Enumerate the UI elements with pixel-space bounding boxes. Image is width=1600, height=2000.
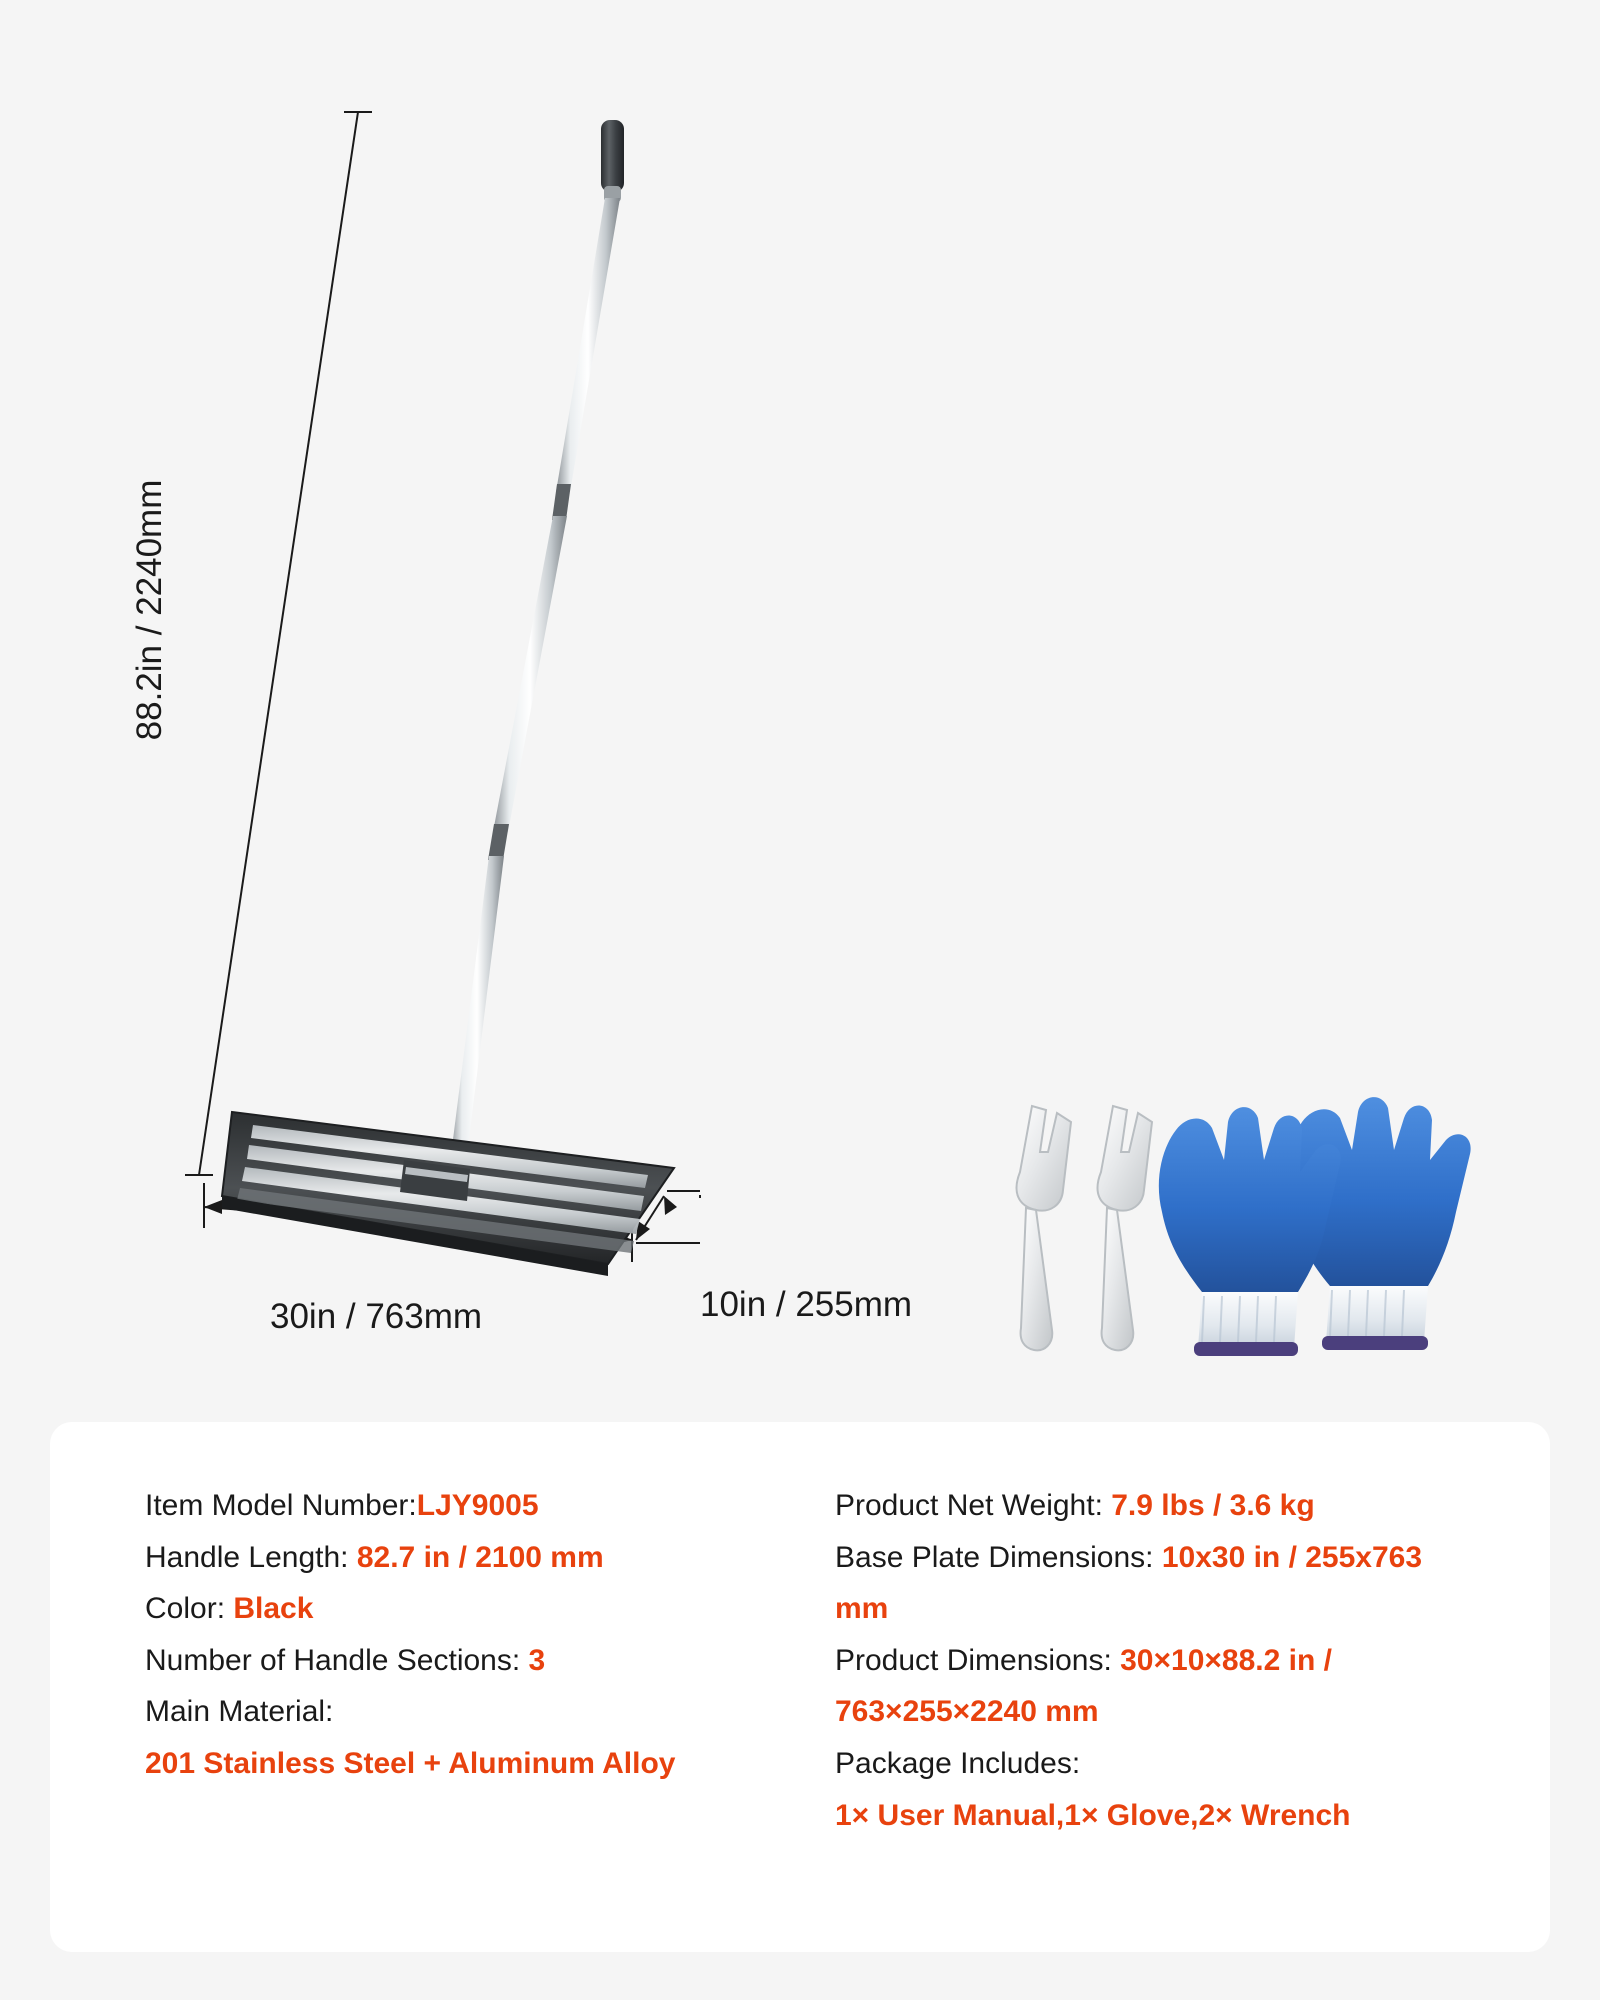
wrench-icon (1017, 1106, 1071, 1350)
spec-key: Product Net Weight: (835, 1489, 1112, 1522)
spec-key: Base Plate Dimensions: (835, 1540, 1162, 1574)
handle-lower-section (450, 856, 504, 1163)
spec-row (145, 1635, 785, 1687)
spec-row (145, 1686, 785, 1789)
spec-value: 82.7 in / 2100 mm (356, 1540, 604, 1574)
specifications-column-right (835, 1480, 1475, 1841)
spec-row (835, 1738, 1475, 1841)
spec-key: Handle Length: (145, 1540, 357, 1574)
specifications-grid (145, 1480, 1475, 1841)
spec-key: Product Dimensions: (835, 1643, 1121, 1677)
spec-key: Number of Handle Sections: (145, 1643, 529, 1677)
handle-middle-section (493, 516, 567, 832)
spec-value: 201 Stainless Steel + Aluminum Alloy (145, 1746, 676, 1780)
spec-value: Black (233, 1592, 314, 1626)
specifications-column-left (145, 1480, 785, 1841)
dimension-label-depth: 10in / 255mm (700, 1285, 913, 1324)
spec-row (145, 1583, 785, 1635)
spec-key: Color: (145, 1592, 234, 1626)
spec-key: Main Material: (145, 1695, 334, 1729)
spec-row (145, 1532, 785, 1584)
handle-grip (601, 120, 624, 192)
spec-value: 10x30 in / 255x763 mm (835, 1540, 1423, 1626)
spec-value: 30×10×88.2 in / 763×255×2240 mm (835, 1643, 1332, 1729)
spec-value: 3 (528, 1643, 546, 1677)
specifications-card (50, 1422, 1550, 1952)
spec-key: Item Model Number: (145, 1489, 417, 1522)
dimension-label-height: 88.2in / 2240mm (130, 479, 169, 741)
spec-key: Package Includes: (835, 1746, 1081, 1780)
spec-row (835, 1635, 1475, 1738)
handle-joint-lower (488, 824, 509, 860)
handle-joint-upper (552, 484, 571, 520)
dimension-label-width: 30in / 763mm (270, 1297, 483, 1336)
gloves-icon (1159, 1097, 1471, 1356)
wrench-icon (1098, 1106, 1152, 1350)
handle-upper-section (556, 198, 620, 492)
spec-row (145, 1480, 785, 1532)
spec-value: 7.9 lbs / 3.6 kg (1111, 1489, 1315, 1522)
spec-value: LJY9005 (416, 1489, 539, 1522)
spec-value: 1× User Manual,1× Glove,2× Wrench (835, 1798, 1351, 1832)
spec-row (835, 1480, 1475, 1532)
spec-row (835, 1532, 1475, 1635)
